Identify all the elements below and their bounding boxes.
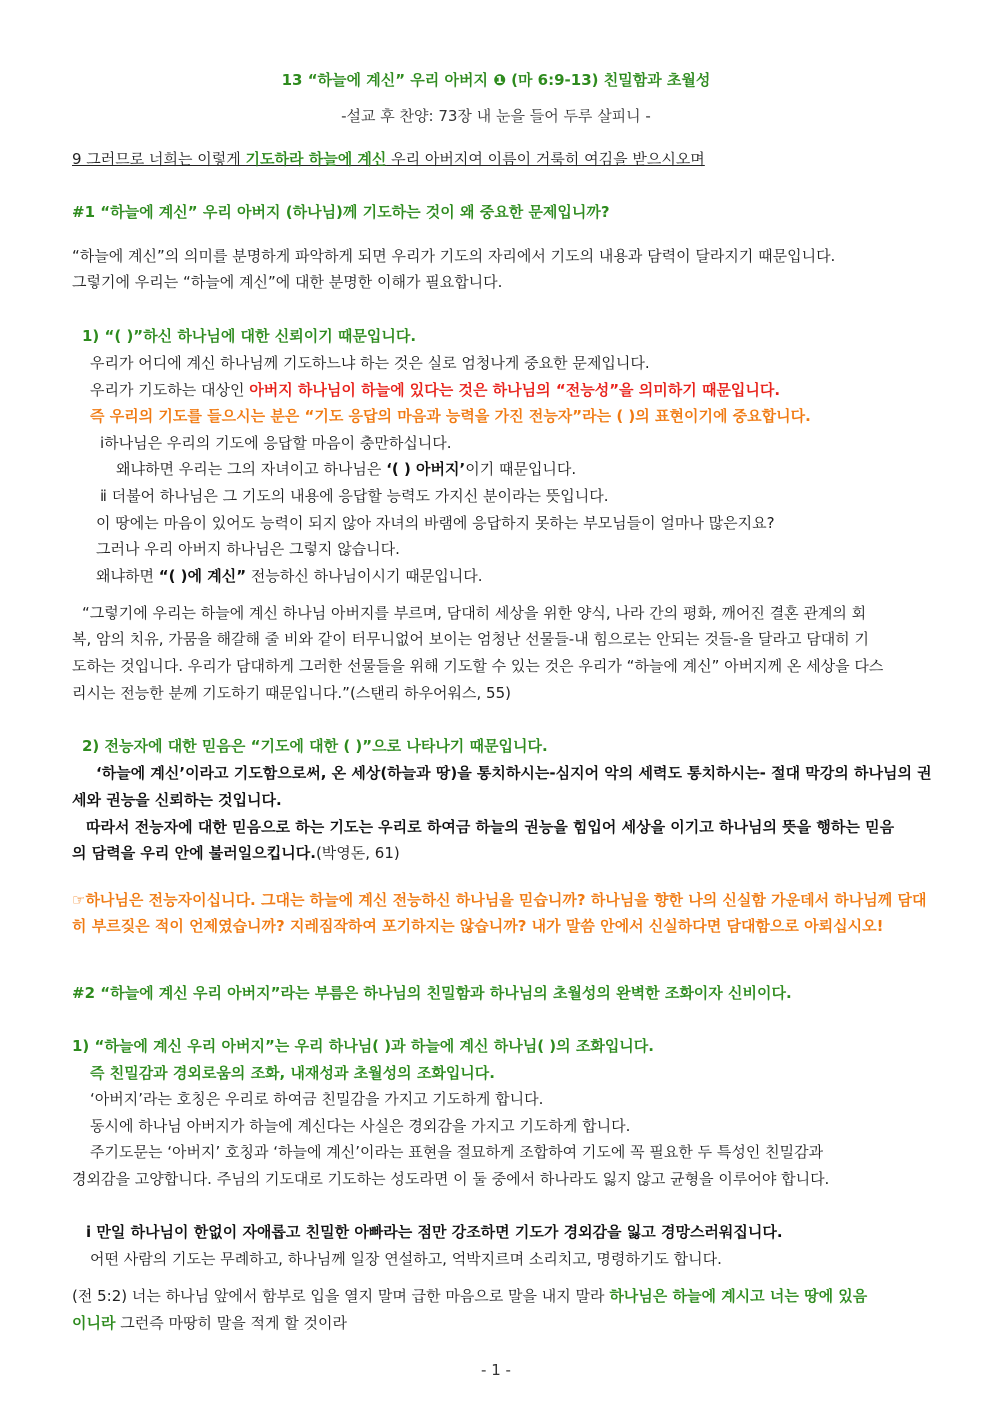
quote-line-2: 복, 암의 치유, 가뭄을 해갈해 줄 비와 같이 터무니없어 보이는 엄청난 선물들-내 힘으로는 안되는 것들-을 달라고 담대히 기 — [72, 630, 869, 648]
point1-sub-i: ⅰ하나님은 우리의 기도에 응답할 마음이 충만하십니다. — [100, 434, 452, 452]
section2-point1-heading: 1) “하늘에 계신 우리 아버지”는 우리 하나님( )과 하늘에 계신 하나님( )의 조화입니다. — [72, 1037, 654, 1055]
document-title: 13 “하늘에 계신” 우리 아버지 ❶ (마 6:9-13) 친밀함과 초월성 — [281, 71, 711, 89]
point1-line-2-pre: 우리가 기도하는 대상인 — [90, 381, 250, 399]
section2-line-2: 동시에 하나님 아버지가 하늘에 계신다는 사실은 경외감을 가지고 기도하게 합니다. — [90, 1117, 631, 1135]
verse-line — [72, 149, 705, 169]
point1-line-2-red: 아버지 하나님이 하늘에 있다는 것은 하나님의 “전능성”을 의미하기 때문입니다. — [249, 381, 781, 399]
section2-point1-sub: 즉 친밀감과 경외로움의 조화, 내재성과 초월성의 조화입니다. — [90, 1064, 495, 1082]
section1-intro-1: “하늘에 계신”의 의미를 분명하게 파악하게 되면 우리가 기도의 자리에서 기도의 내용과 담력이 달라지기 때문입니다. — [72, 247, 836, 265]
point2-line-4 — [72, 843, 400, 863]
point1-sub-i-2-post: 이기 때문입니다. — [465, 460, 577, 478]
point2-heading: 2) 전능자에 대한 믿음은 “기도에 대한 ( )”으로 나타나기 때문입니다. — [82, 737, 548, 755]
point2-line-2: 세와 권능을 신뢰하는 것입니다. — [72, 791, 282, 809]
quote-line-1: “그렇기에 우리는 하늘에 계신 하나님 아버지를 부르며, 담대히 세상을 위한 양식, 나라 간의 평화, 깨어진 결혼 관계의 회 — [82, 604, 867, 622]
verse-pre: 9 그러므로 너희는 이렇게 — [72, 150, 246, 168]
point1-line-2 — [90, 380, 780, 400]
scripture-ref-line-1 — [72, 1286, 867, 1306]
scripture-ref-green-2: 이니라 — [72, 1314, 116, 1332]
point1-line-6-post: 전능하신 하나님이시기 때문입니다. — [246, 567, 483, 585]
point1-sub-i-2-pre: 왜냐하면 우리는 그의 자녀이고 하나님은 — [116, 460, 387, 478]
section2-line-1: ‘아버지’라는 호칭은 우리로 하여금 친밀감을 가지고 기도하게 합니다. — [90, 1090, 544, 1108]
point1-line-1: 우리가 어디에 계신 하나님께 기도하느냐 하는 것은 실로 엄청나게 중요한 문제입니다. — [90, 354, 650, 372]
document-subtitle: -설교 후 찬양: 73장 내 눈을 들어 두루 살피니 - — [341, 107, 651, 125]
section2-sub-i: ⅰ 만일 하나님이 한없이 자애롭고 친밀한 아빠라는 점만 강조하면 기도가 경외감을 잃고 경망스러워집니다. — [86, 1223, 783, 1241]
point1-heading: 1) “( )”하신 하나님에 대한 신뢰이기 때문입니다. — [82, 327, 417, 345]
scripture-ref-post: 그런즉 마땅히 말을 적게 할 것이라 — [115, 1314, 347, 1332]
quote-line-3: 도하는 것입니다. 우리가 담대하게 그러한 선물들을 위해 기도할 수 있는 것은 우리가 “하늘에 계신” 아버지께 온 세상을 다스 — [72, 657, 884, 675]
section1-heading: #1 “하늘에 계신” 우리 아버지 (하나님)께 기도하는 것이 왜 중요한 문제입니까? — [72, 203, 610, 221]
application-line-1: ☞하나님은 전능자이십니다. 그대는 하늘에 계신 전능하신 하나님을 믿습니까? 하나님을 향한 나의 신실함 가운데서 하나님께 담대 — [72, 891, 927, 909]
point1-line-3: 즉 우리의 기도를 들으시는 분은 “기도 응답의 마음과 능력을 가진 전능자”라는 ( )의 표현이기에 중요합니다. — [90, 407, 811, 425]
point2-line-1: ‘하늘에 계신’이라고 기도함으로써, 온 세상(하늘과 땅)을 통치하시는-심지어 악의 세력도 통치하시는- 절대 막강의 하나님의 권 — [96, 764, 932, 782]
point2-line-3: 따라서 전능자에 대한 믿음으로 하는 기도는 우리로 하여금 하늘의 권능을 힘입어 세상을 이기고 하나님의 뜻을 행하는 믿음 — [86, 818, 895, 836]
scripture-ref-green-1: 하나님은 하늘에 계시고 너는 땅에 있음 — [609, 1287, 868, 1305]
point1-line-6-bold: “( )에 계신” — [158, 567, 247, 585]
point1-line-5: 그러나 우리 아버지 하나님은 그렇지 않습니다. — [96, 540, 400, 558]
point1-line-4: 이 땅에는 마음이 있어도 능력이 되지 않아 자녀의 바램에 응답하지 못하는 부모님들이 얼마나 많은지요? — [96, 514, 775, 532]
verse-post: 우리 아버지여 이름이 거룩히 여김을 받으시오며 — [386, 150, 705, 168]
page-number: - 1 - — [481, 1361, 511, 1379]
scripture-ref-pre: (전 5:2) 너는 하나님 앞에서 함부로 입을 열지 말며 급한 마음으로 말을 내지 말라 — [72, 1287, 610, 1305]
quote-line-4: 리시는 전능한 분께 기도하기 때문입니다.”(스탠리 하우어워스, 55) — [72, 684, 511, 702]
point1-sub-i-2-bold: ‘( ) 아버지’ — [386, 460, 466, 478]
section2-line-3: 주기도문는 ‘아버지’ 호칭과 ‘하늘에 계신’이라는 표현을 절묘하게 조합하여 기도에 꼭 필요한 두 특성인 친밀감과 — [90, 1143, 824, 1161]
section2-heading: #2 “하늘에 계신 우리 아버지”라는 부름은 하나님의 친밀함과 하나님의 초월성의 완벽한 조화이자 신비이다. — [72, 984, 792, 1002]
point1-line-6 — [96, 566, 483, 586]
application-line-2: 히 부르짖은 적이 언제였습니까? 지레짐작하여 포기하지는 않습니까? 내가 말씀 안에서 신실하다면 담대함으로 아뢰십시오! — [72, 917, 884, 935]
section2-sub-i-2: 어떤 사람의 기도는 무례하고, 하나님께 일장 연설하고, 억박지르며 소리치고, 명령하기도 합니다. — [90, 1250, 722, 1268]
scripture-ref-line-2 — [72, 1313, 347, 1333]
point2-line-4-bold: 의 담력을 우리 안에 불러일으킵니다. — [72, 844, 316, 862]
section1-intro-2: 그렇기에 우리는 “하늘에 계신”에 대한 분명한 이해가 필요합니다. — [72, 273, 503, 291]
point1-sub-i-2 — [116, 459, 576, 479]
point1-sub-ii: ⅱ 더불어 하나님은 그 기도의 내용에 응답할 능력도 가지신 분이라는 뜻입니다. — [100, 487, 609, 505]
point1-line-6-pre: 왜냐하면 — [96, 567, 159, 585]
verse-highlight: 기도하라 하늘에 계신 — [245, 150, 387, 168]
point2-line-4-post: (박영돈, 61) — [315, 844, 400, 862]
section2-line-4: 경외감을 고양합니다. 주님의 기도대로 기도하는 성도라면 이 둘 중에서 하나라도 잃지 않고 균형을 이루어야 합니다. — [72, 1170, 830, 1188]
